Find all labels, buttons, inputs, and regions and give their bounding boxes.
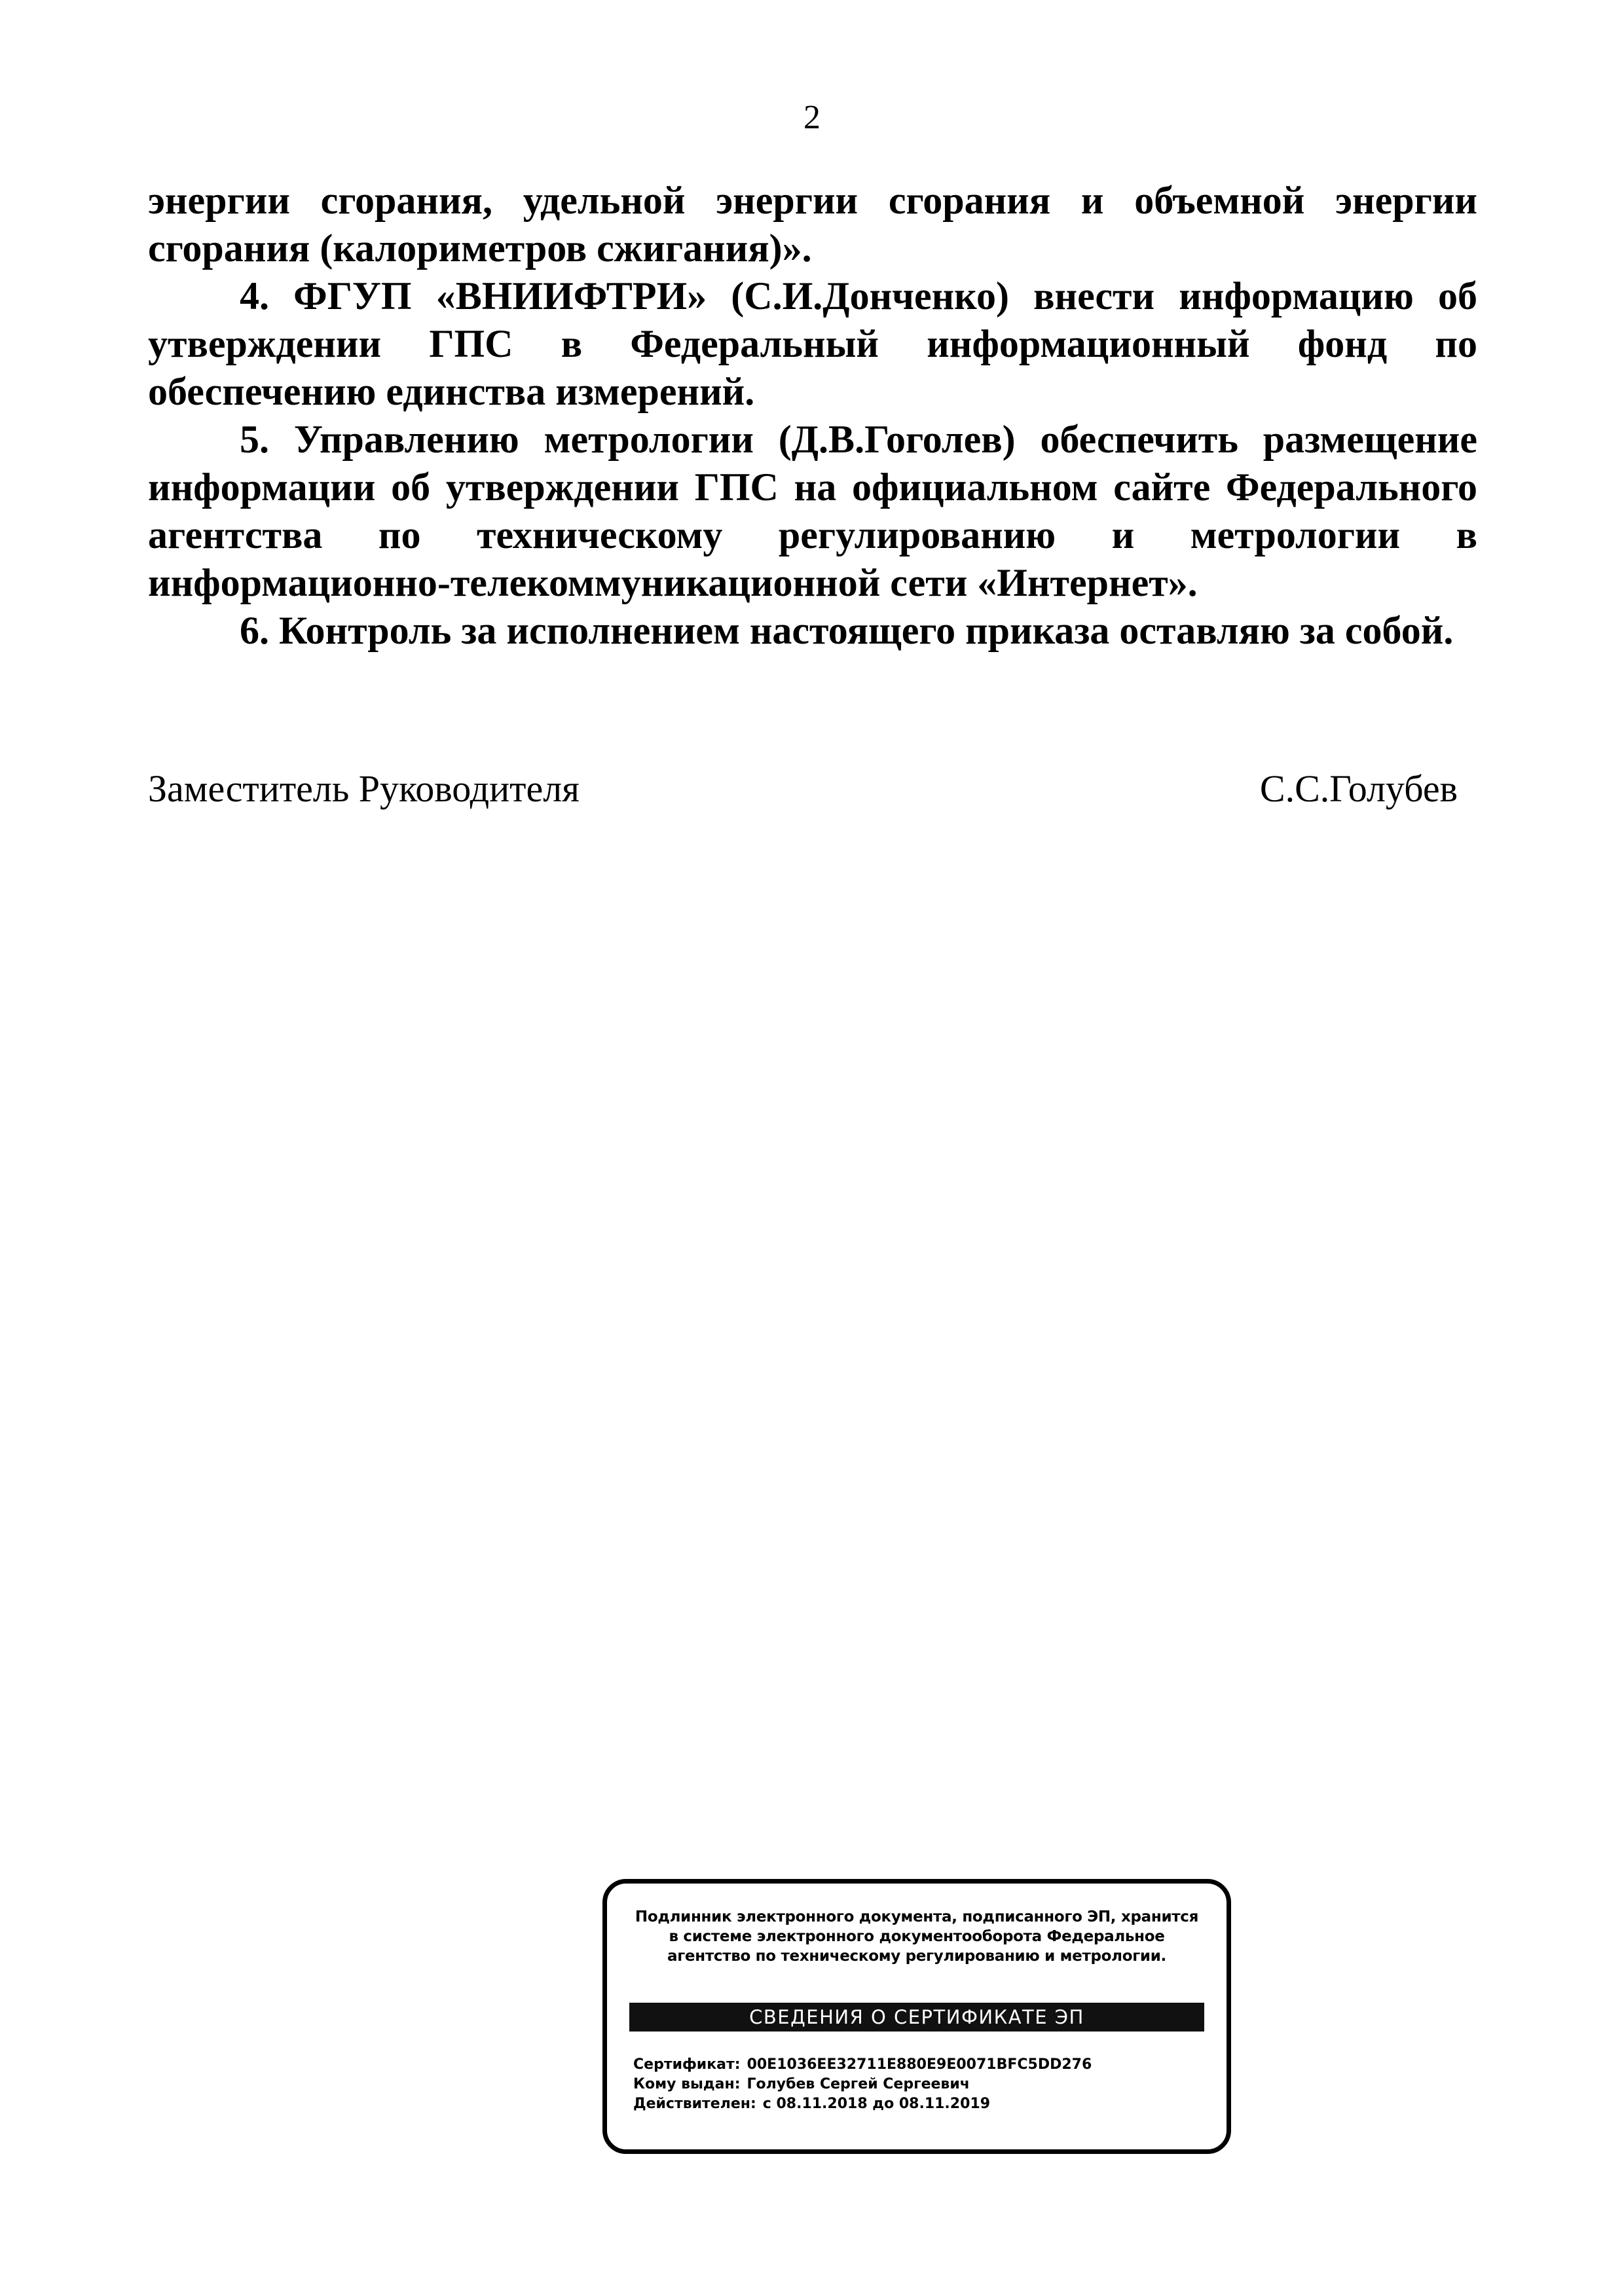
stamp-caption: Подлинник электронного документа, подписанного ЭП, хранится в системе электронного документооборота Федеральное агентство по техническому регулированию и метрологии. xyxy=(635,1908,1199,1965)
certificate-row xyxy=(633,2055,1204,2075)
electronic-signature-stamp xyxy=(602,1879,1231,2154)
stamp-details xyxy=(633,2055,1204,2114)
certificate-label: Сертификат: xyxy=(633,2056,741,2073)
signatory-name: С.С.Голубев xyxy=(1259,767,1458,810)
paragraph-continuation: энергии сгорания, удельной энергии сгорания и объемной энергии сгорания (калориметров сжигания)». xyxy=(148,179,1477,270)
issued-to-value: Голубев Сергей Сергеевич xyxy=(747,2076,970,2092)
issued-to-row xyxy=(633,2075,1204,2094)
paragraph-item-6: 6. Контроль за исполнением настоящего приказа оставляю за собой. xyxy=(240,609,1454,652)
signatory-position: Заместитель Руководителя xyxy=(148,767,580,810)
certificate-value: 00E1036EE32711E880E9E0071BFC5DD276 xyxy=(747,2056,1092,2073)
validity-row xyxy=(633,2094,1204,2114)
paragraph-item-4: 4. ФГУП «ВНИИФТРИ» (С.И.Донченко) внести информацию об утверждении ГПС в Федеральный информационный фонд по обеспечению единства измерений. xyxy=(148,274,1477,413)
paragraph-item-5: 5. Управлению метрологии (Д.В.Гоголев) обеспечить размещение информации об утверждении ГПС на официальном сайте Федерального агентства по техническому регулированию и метрологии в информационно-телекоммуникационной сети «Интернет». xyxy=(148,418,1477,604)
validity-value: с 08.11.2018 до 08.11.2019 xyxy=(762,2096,991,2112)
signature-block xyxy=(148,766,1458,818)
issued-to-label: Кому выдан: xyxy=(633,2076,741,2092)
page-number: 2 xyxy=(803,99,821,136)
document-body xyxy=(148,177,1477,655)
stamp-header-bar: СВЕДЕНИЯ О СЕРТИФИКАТЕ ЭП xyxy=(629,2003,1204,2032)
validity-label: Действителен: xyxy=(633,2096,756,2112)
